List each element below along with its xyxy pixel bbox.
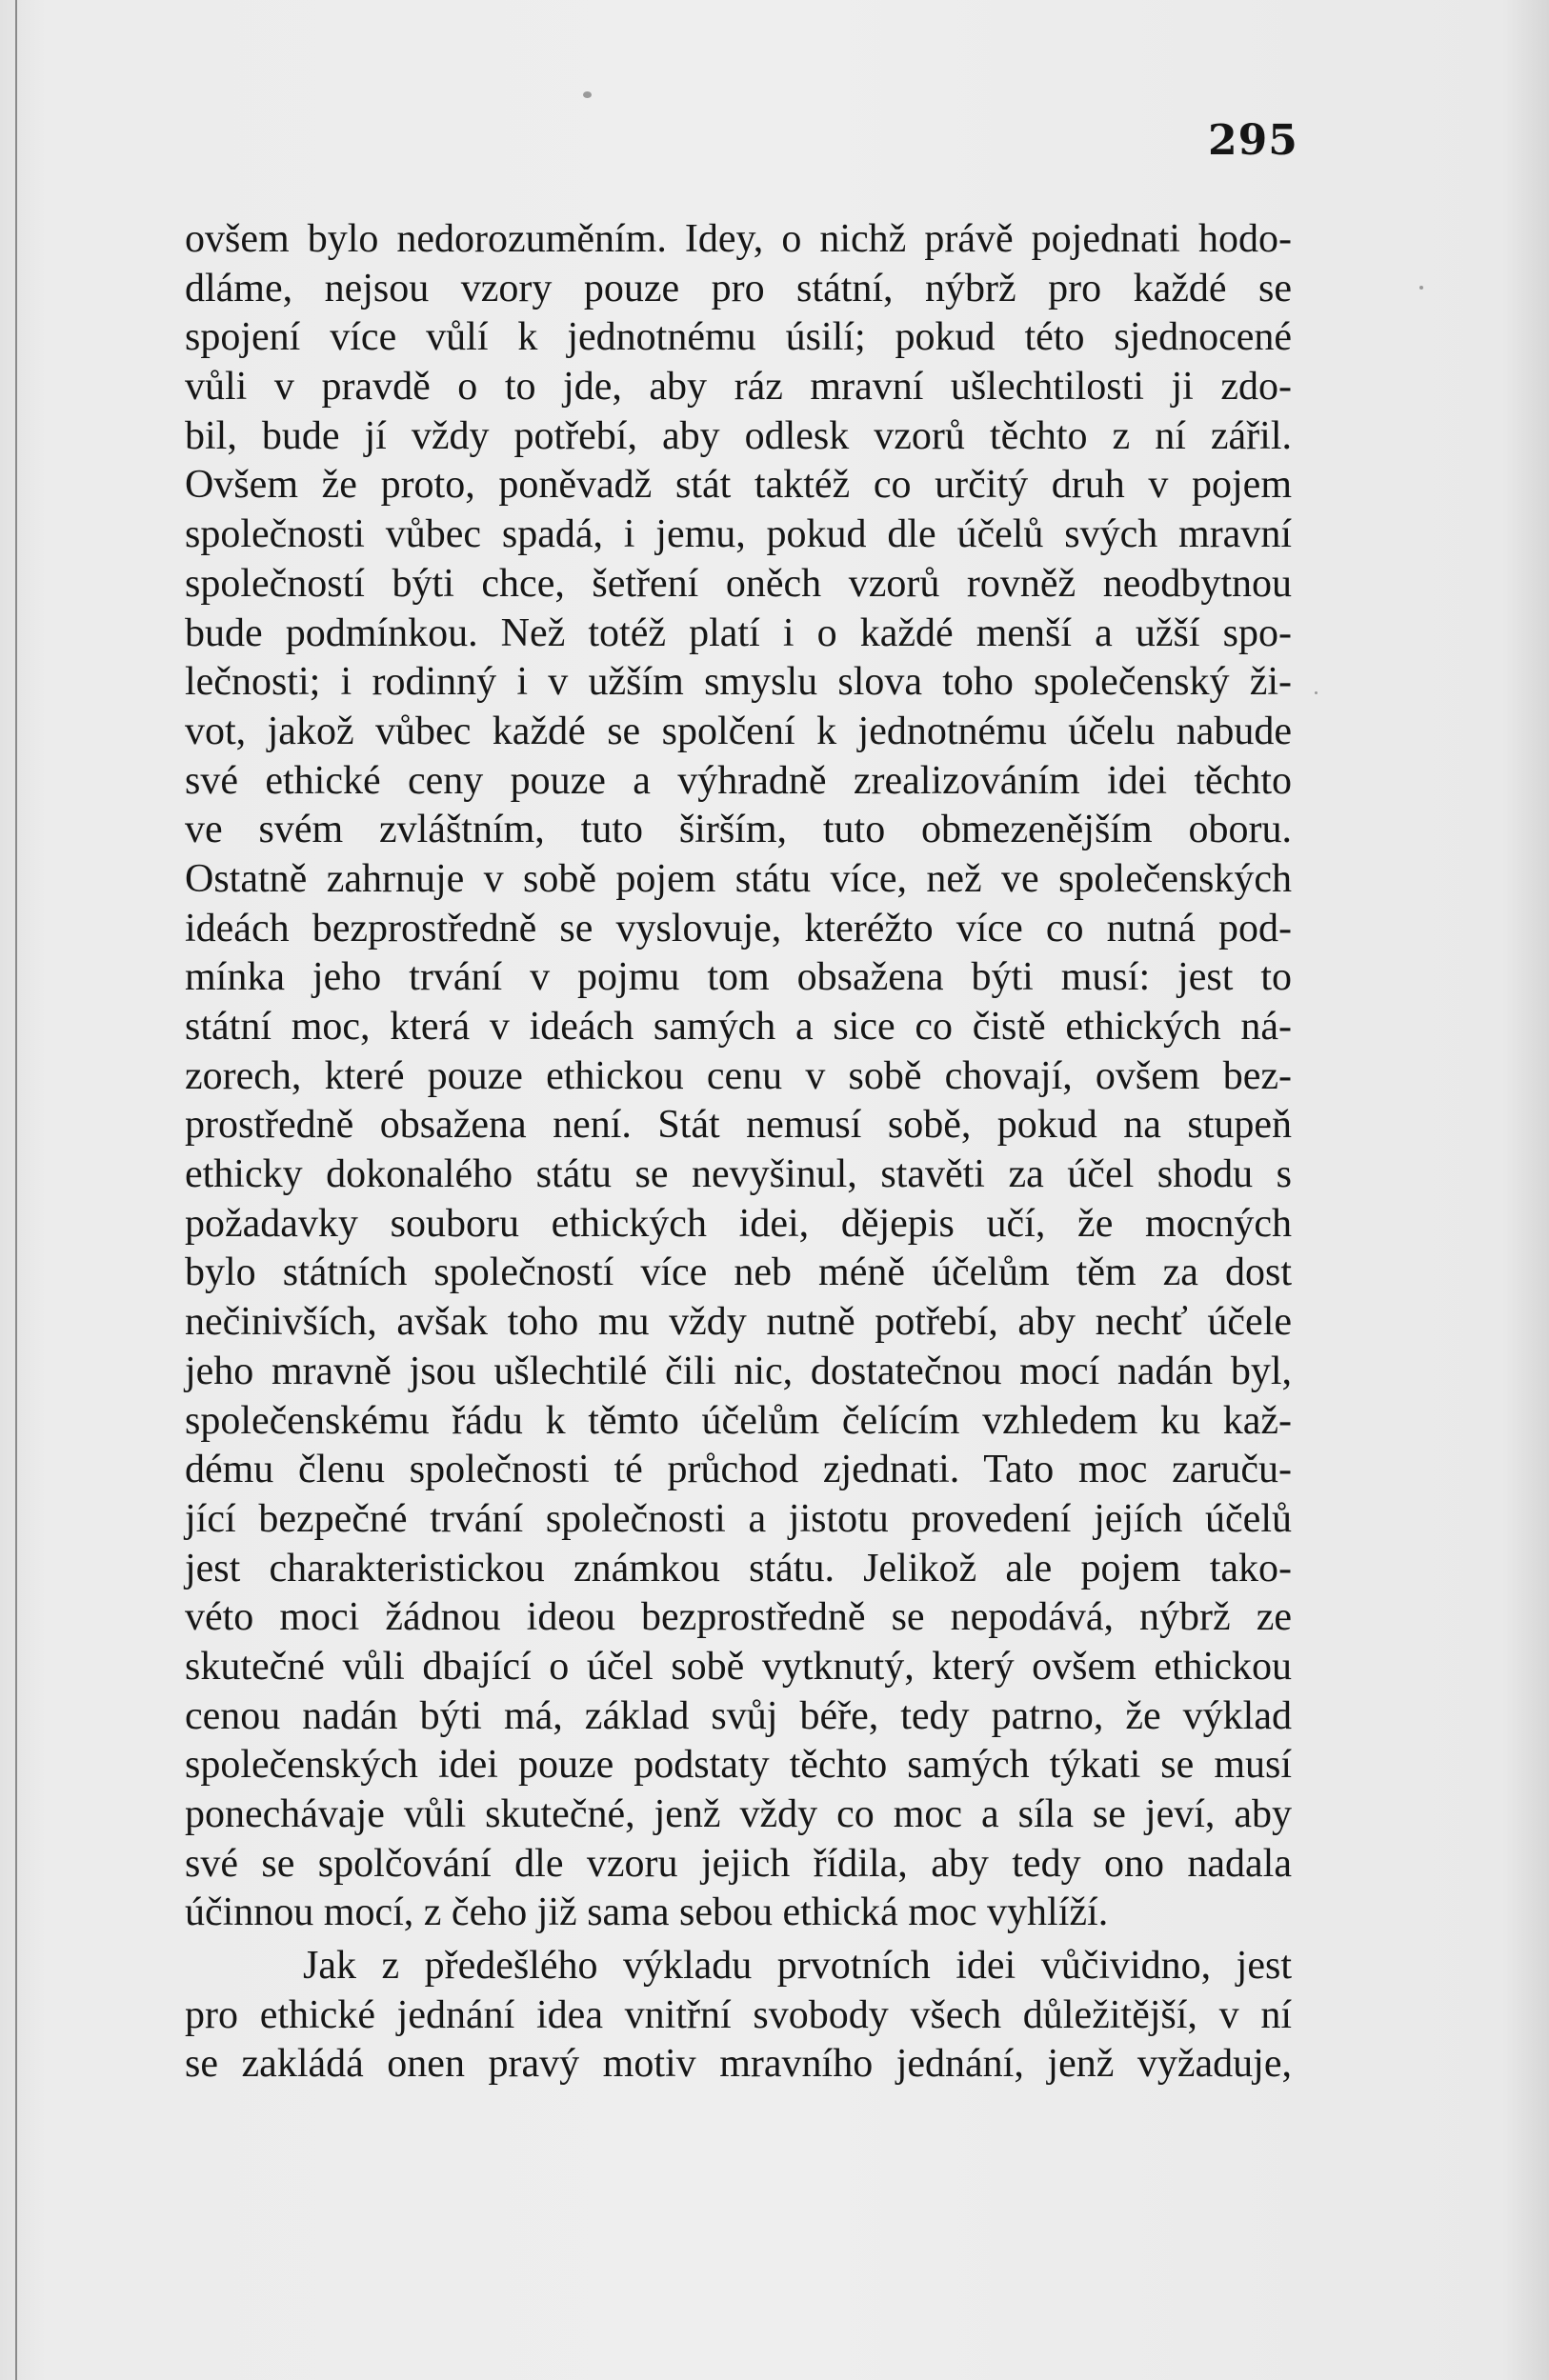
print-speck [1315, 691, 1318, 694]
text-line: bude podmínkou. Než totéž platí i o každé menší a užší spo- [185, 610, 1292, 655]
text-line: bylo státních společností více neb méně účelům těm za dost [185, 1250, 1292, 1295]
text-line: nečinivších, avšak toho mu vždy nutně potřebí, aby nechť účele [185, 1300, 1292, 1345]
text-line: véto moci žádnou ideou bezprostředně se nepodává, nýbrž ze [185, 1595, 1292, 1640]
body-text [185, 215, 1292, 2090]
text-line: vot, jakož vůbec každé se spolčení k jednotnému účelu nabude [185, 709, 1292, 753]
text-line: lečnosti; i rodinný i v užším smyslu slova toho společenský ži- [185, 660, 1292, 705]
text-line: jící bezpečné trvání společnosti a jistotu provedení jejích účelů [185, 1496, 1292, 1541]
text-line: vůli v pravdě o to jde, aby ráz mravní ušlechtilosti ji zdo- [185, 365, 1292, 410]
text-line: ve svém zvláštním, tuto širším, tuto obmezenějším oboru. [185, 808, 1292, 852]
text-line: společenských idei pouze podstaty těchto samých týkati se musí [185, 1743, 1292, 1788]
text-line: státní moc, která v ideách samých a sice co čistě ethických ná- [185, 1005, 1292, 1049]
paragraph [185, 1942, 1292, 2090]
text-line: bil, bude jí vždy potřebí, aby odlesk vzorů těchto z ní zářil. [185, 413, 1292, 458]
text-line: spojení více vůlí k jednotnému úsilí; pokud této sjednocené [185, 315, 1292, 360]
text-line: ideách bezprostředně se vyslovuje, kteréžto více co nutná pod- [185, 906, 1292, 950]
text-line: své ethické ceny pouze a výhradně zrealizováním idei těchto [185, 758, 1292, 803]
text-line: společností býti chce, šetření oněch vzorů rovněž neodbytnou [185, 561, 1292, 606]
paragraph [185, 215, 1292, 1938]
text-line: jeho mravně jsou ušlechtilé čili nic, dostatečnou mocí nadán byl, [185, 1349, 1292, 1393]
text-line: Jak z předešlého výkladu prvotních idei vůčividno, jest [303, 1944, 1292, 1989]
text-line: účinnou mocí, z čeho již sama sebou ethická moc vyhlíží. [185, 1890, 1109, 1935]
text-line: dláme, nejsou vzory pouze pro státní, nýbrž pro každé se [185, 266, 1292, 310]
text-line: prostředně obsažena není. Stát nemusí sobě, pokud na stupeň [185, 1103, 1292, 1148]
text-line: Ovšem že proto, poněvadž stát taktéž co určitý druh v pojem [185, 463, 1292, 508]
page-number: 295 [1208, 116, 1298, 165]
text-line: pro ethické jednání idea vnitřní svobody všech důležitější, v ní [185, 1992, 1292, 2037]
text-line: skutečné vůli dbající o účel sobě vytknutý, který ovšem ethickou [185, 1644, 1292, 1689]
text-line: Ostatně zahrnuje v sobě pojem státu více, než ve společenských [185, 856, 1292, 901]
text-line: své se spolčování dle vzoru jejich řídila, aby tedy ono nadala [185, 1841, 1292, 1886]
text-line: požadavky souboru ethických idei, dějepis učí, že mocných [185, 1201, 1292, 1246]
text-line: jest charakteristickou známkou státu. Jelikož ale pojem tako- [185, 1546, 1292, 1590]
text-line: společnosti vůbec spadá, i jemu, pokud dle účelů svých mravní [185, 512, 1292, 557]
text-line: dému členu společnosti té průchod zjednati. Tato moc zaruču- [185, 1448, 1292, 1492]
print-speck [583, 91, 592, 98]
text-line: mínka jeho trvání v pojmu tom obsažena býti musí: jest to [185, 955, 1292, 1000]
text-line: se zakládá onen pravý motiv mravního jednání, jenž vyžaduje, [185, 2042, 1292, 2087]
text-line: ponechávaje vůli skutečné, jenž vždy co moc a síla se jeví, aby [185, 1792, 1292, 1836]
page-spine-edge [15, 0, 17, 2380]
text-line: společenskému řádu k těmto účelům čelícím vzhledem ku kaž- [185, 1398, 1292, 1443]
text-line: zorech, které pouze ethickou cenu v sobě chovají, ovšem bez- [185, 1053, 1292, 1098]
text-line: ovšem bylo nedorozuměním. Idey, o nichž právě pojednati hodo- [185, 217, 1292, 261]
print-speck [1419, 286, 1423, 290]
text-line: ethicky dokonalého státu se nevyšinul, stavěti za účel shodu s [185, 1152, 1292, 1197]
text-line: cenou nadán býti má, základ svůj béře, tedy patrno, že výklad [185, 1693, 1292, 1738]
